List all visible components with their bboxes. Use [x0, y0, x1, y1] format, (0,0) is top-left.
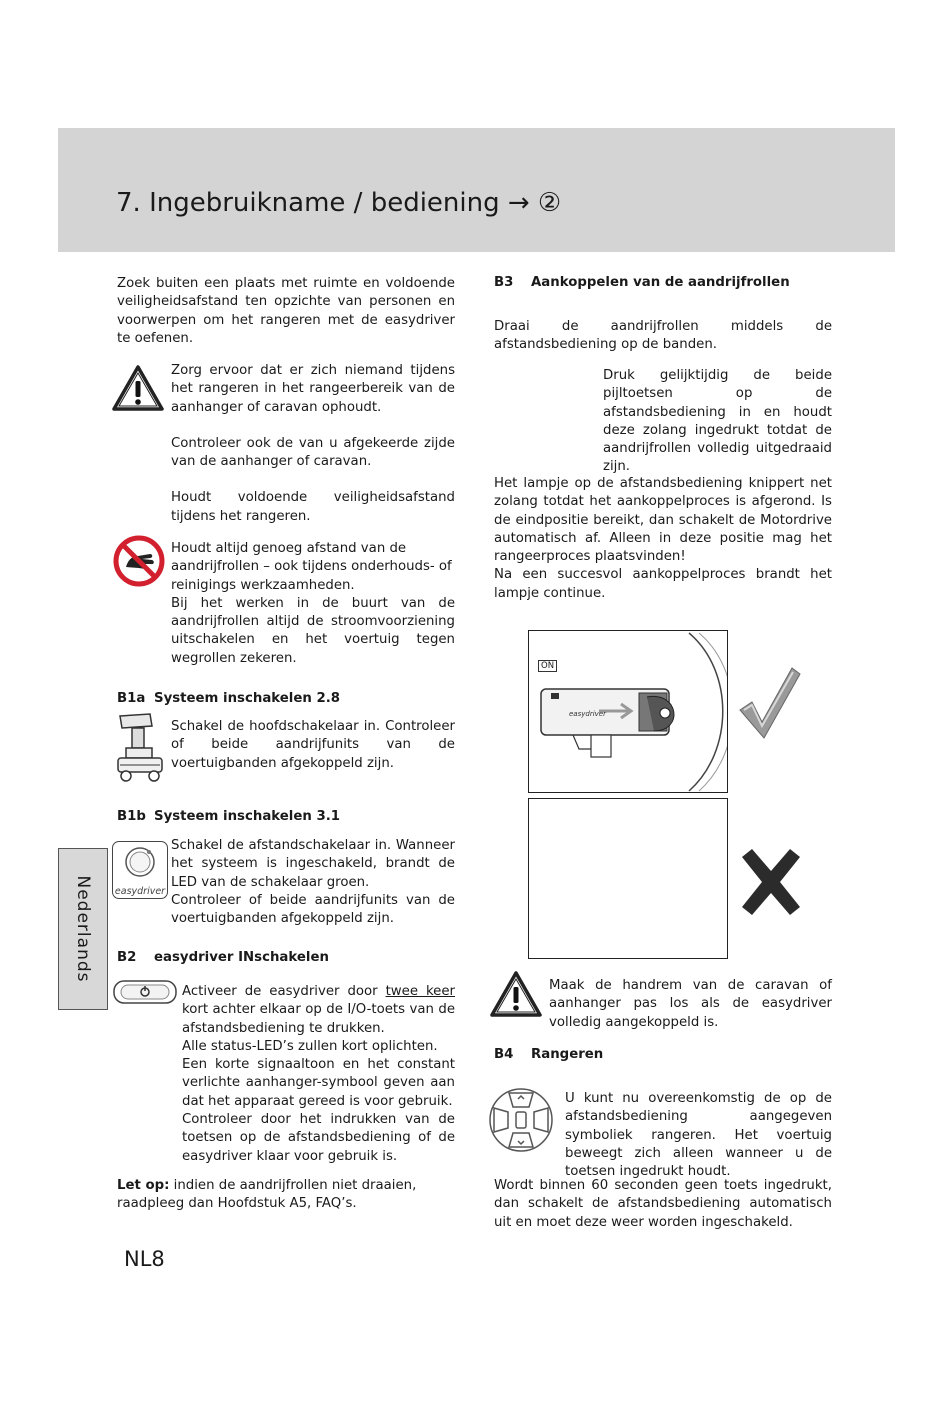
- warning-icon: [112, 364, 164, 412]
- section-b3-heading: [494, 275, 790, 290]
- section-b1b-title: Systeem inschakelen 3.1: [154, 809, 341, 824]
- on-label: ON: [538, 660, 557, 672]
- section-b3-num: B3: [494, 275, 514, 290]
- section-b2-p3: Een korte signaaltoon en het constant verlichte aanhanger-symbool geven aan dat het apparaat gereed is voor gebruik.: [182, 1057, 455, 1109]
- page-title: 7. Ingebruikname / bediening → ②: [116, 188, 562, 218]
- section-b4-num: B4: [494, 1047, 514, 1062]
- warning-1-p3: Houdt voldoende veiligheidsafstand tijdens het rangeren.: [171, 490, 455, 524]
- uncoupled-drive-illustration: [528, 798, 728, 959]
- section-b2-title: easydriver INschakelen: [154, 950, 329, 965]
- remote-control-icon: [488, 1087, 554, 1153]
- section-b1b-num: B1b: [117, 809, 146, 824]
- easydriver-logo: easydriver: [114, 886, 166, 897]
- section-b3-p3: Het lampje op de afstandsbediening knippert net zolang totdat het aankoppelproces is afgerond. Is de eindpositie bereikt, dan schakelt de Motordrive automatisch af. Alleen in deze positie mag het rangeerproces plaatsvinden!: [494, 476, 832, 565]
- switch-ring-icon: [113, 842, 167, 882]
- warning-2-p1: Houdt altijd genoeg afstand van de aandrijfrollen – ook tijdens onderhouds- of reinigings werkzaamheden.: [171, 541, 452, 593]
- section-b1a-title: Systeem inschakelen 2.8: [154, 691, 341, 706]
- section-b2-p4: Controleer door het indrukken van de toetsen op de afstandsbediening of de easydriver klaar voor gebruik is.: [182, 1112, 455, 1164]
- no-hands-icon: [112, 534, 166, 588]
- section-b2-p1a: Activeer de easydriver door: [182, 984, 386, 999]
- section-b4-title: Rangeren: [531, 1047, 604, 1062]
- section-b2-p2: Alle status-LED’s zullen kort oplichten.: [182, 1038, 438, 1054]
- section-b1a-heading: [117, 691, 340, 706]
- section-b2-text: [182, 983, 455, 1166]
- section-b1b-heading: [117, 809, 340, 824]
- warning-1-text: [171, 362, 455, 526]
- coupled-drive-illustration: [528, 630, 728, 793]
- check-icon: [738, 664, 802, 740]
- section-b2-p1: [182, 983, 455, 1038]
- section-b2-num: B2: [117, 950, 137, 965]
- section-b3-p2: Druk gelijktijdig de beide pijltoetsen op de afstandsbediening in en houdt deze zolang ingedrukt totdat de aandrijfrollen volledig uitgedraaid zijn.: [603, 368, 832, 475]
- note-text: [117, 1177, 455, 1214]
- power-button-icon: [113, 980, 177, 1004]
- warning-1-p1: Zorg ervoor dat er zich niemand tijdens het rangeren in het rangeerbereik van de aanhanger of caravan ophoudt.: [171, 363, 455, 415]
- warning-1-p2: Controleer ook de van u afgekeerde zijde van de aanhanger of caravan.: [171, 435, 455, 470]
- section-b2-heading: [117, 950, 329, 965]
- intro-text: Zoek buiten een plaats met ruimte en voldoende veiligheidsafstand ten opzichte van personen en voorwerpen om het rangeren met de easydriver te oefenen.: [117, 276, 455, 346]
- section-b3-p4: Na een succesvol aankoppelproces brandt het lampje continue.: [494, 567, 832, 601]
- warning-2-text: [171, 540, 455, 668]
- section-b2-p1b: kort achter elkaar op de I/O-toets van de afstandsbediening te drukken.: [182, 1002, 455, 1036]
- language-tab: [58, 848, 108, 1010]
- drive-unit-drawing: [529, 631, 727, 792]
- note-label: Let op:: [117, 1178, 170, 1193]
- section-b1b-p2: Controleer of beide aandrijfunits van de voertuigbanden afgekoppeld zijn.: [171, 892, 455, 927]
- remote-switch-icon: [112, 841, 168, 899]
- section-b3-title: Aankoppelen van de aandrijfrollen: [531, 275, 790, 290]
- language-tab-label: Nederlands: [73, 875, 93, 983]
- section-b3-p1: Draai de aandrijfrollen middels de afstandsbediening op de banden.: [494, 319, 832, 353]
- cross-icon: [738, 847, 804, 917]
- section-b3-text: [494, 475, 832, 603]
- section-b1b-text: [171, 837, 455, 928]
- page-number: NL8: [124, 1247, 165, 1271]
- warning-3-text: Maak de handrem van de caravan of aanhanger pas los als de easydriver volledig aangekoppeld is.: [549, 978, 832, 1030]
- section-b2-p1-underline: twee keer: [385, 984, 455, 999]
- section-b4-p1: U kunt nu overeenkomstig de op de afstandsbediening aangegeven symboliek rangeren. Het voertuig beweegt zich alleen wanneer u de toetsen ingedrukt houdt.: [565, 1091, 832, 1180]
- note-body: indien de aandrijfrollen niet draaien, raadpleeg dan Hoofdstuk A5, FAQ’s.: [117, 1178, 417, 1212]
- warning-2-p2: Bij het werken in de buurt van de aandrijfrollen altijd de stroomvoorziening uitschakelen en het voertuig tegen wegrollen zekeren.: [171, 595, 455, 666]
- main-switch-icon: [112, 712, 168, 784]
- section-b1b-p1: Schakel de afstandschakelaar in. Wanneer het systeem is ingeschakeld, brandt de LED van de schakelaar groen.: [171, 838, 455, 890]
- section-b4-p2: Wordt binnen 60 seconden geen toets ingedrukt, dan schakelt de afstandsbediening automatisch uit en moet deze weer worden ingeschakeld.: [494, 1178, 832, 1230]
- warning-icon-handbrake: [489, 970, 543, 1018]
- unit-logo: easydriver: [569, 710, 606, 718]
- section-b1a-num: B1a: [117, 691, 146, 706]
- section-b1a-text: Schakel de hoofdschakelaar in. Controleer of beide aandrijfunits van de voertuigbanden afgekoppeld zijn.: [171, 719, 455, 771]
- section-b4-heading: [494, 1047, 603, 1062]
